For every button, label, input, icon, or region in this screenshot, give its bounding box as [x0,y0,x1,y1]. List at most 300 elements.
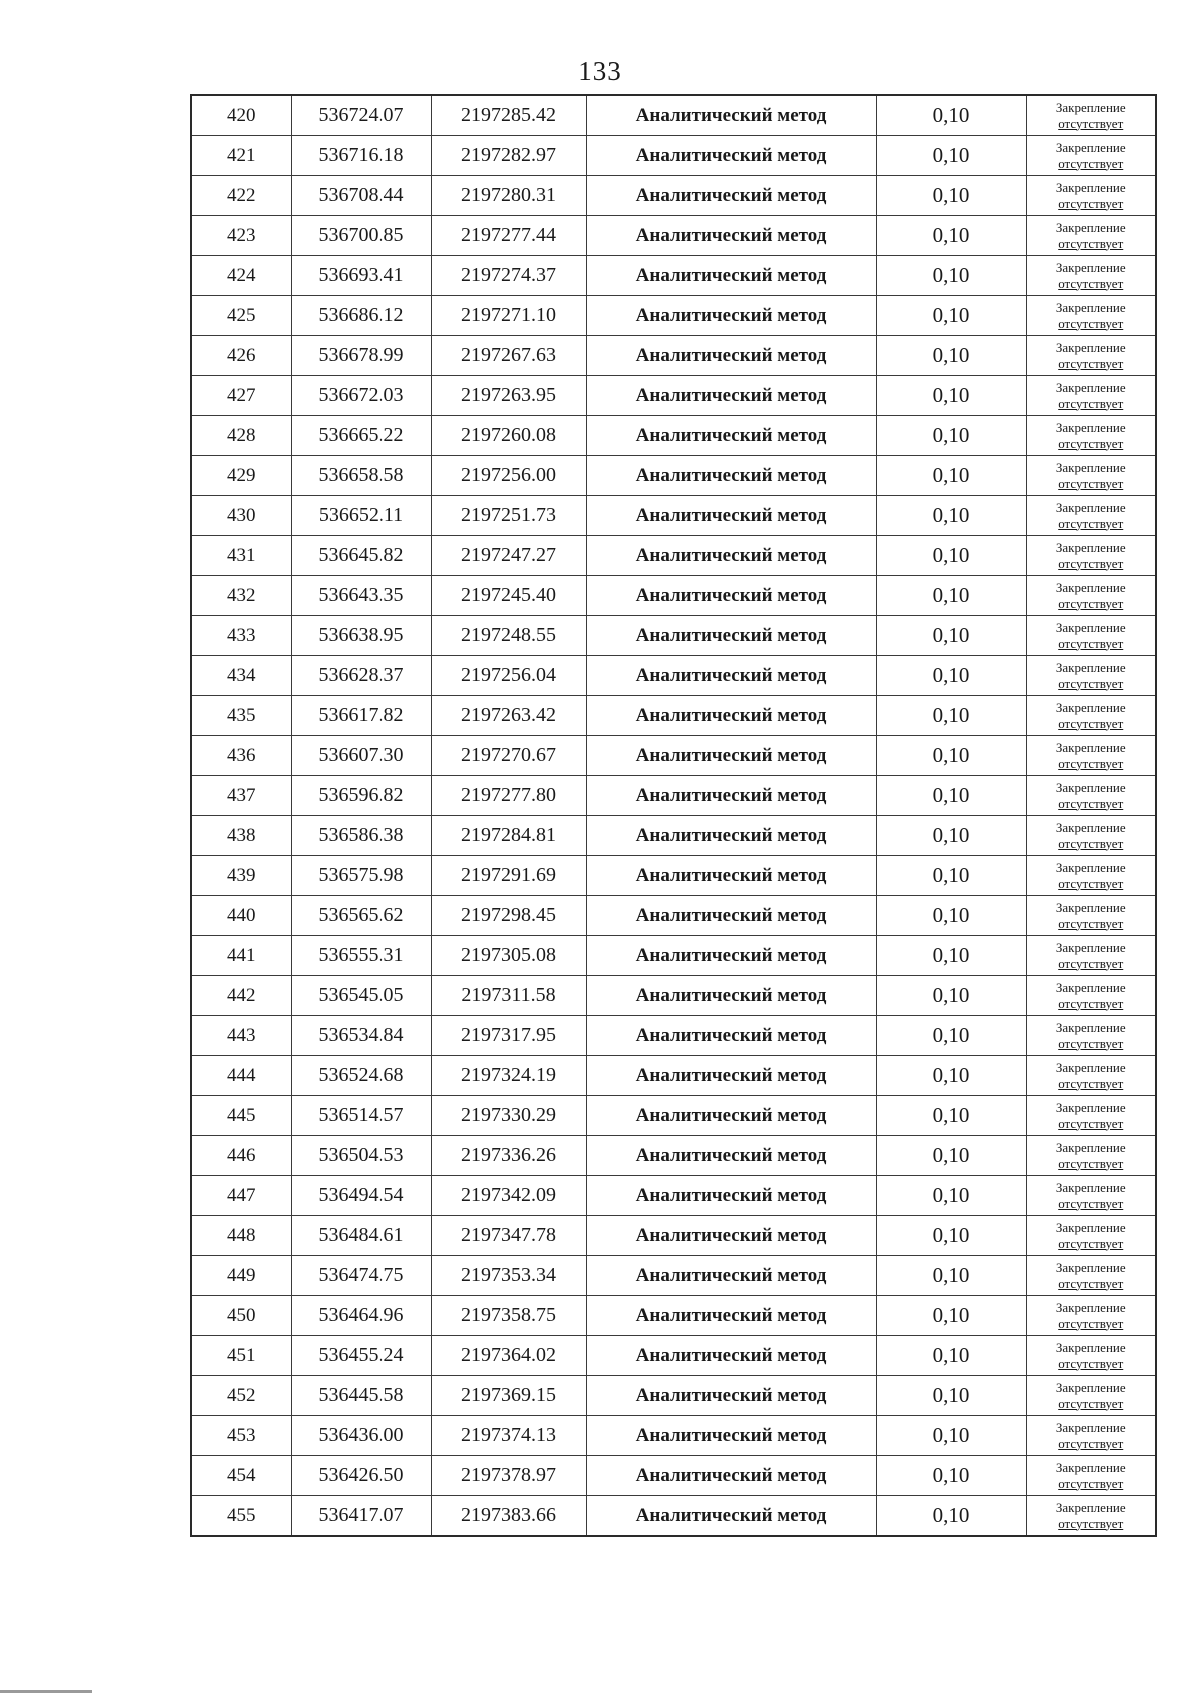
x-coordinate-cell: 536652.11 [291,496,431,536]
table-row [191,456,1156,496]
method-cell: Аналитический метод [586,776,876,816]
table-row [191,496,1156,536]
y-coordinate-cell: 2197256.00 [431,456,586,496]
fixing-text: отсутствует [1058,915,1124,931]
fixing-text: Закрепление [1055,1219,1126,1235]
fixing-text: Закрепление [1055,1499,1126,1515]
fixing-cell [1026,736,1156,776]
accuracy-cell: 0,10 [876,816,1026,856]
accuracy-cell: 0,10 [876,136,1026,176]
table-row [191,896,1156,936]
y-coordinate-cell: 2197271.10 [431,296,586,336]
fixing-text: Закрепление [1055,739,1126,755]
method-cell: Аналитический метод [586,1456,876,1496]
fixing-text: Закрепление [1055,99,1126,115]
fixing-text: отсутствует [1058,475,1124,491]
point-number-cell: 428 [191,416,291,456]
fixing-text: отсутствует [1058,435,1124,451]
x-coordinate-cell: 536455.24 [291,1336,431,1376]
fixing-text: Закрепление [1055,779,1126,795]
method-cell: Аналитический метод [586,296,876,336]
fixing-text: Закрепление [1055,699,1126,715]
table-row [191,216,1156,256]
method-cell: Аналитический метод [586,1256,876,1296]
fixing-cell [1026,1296,1156,1336]
method-cell: Аналитический метод [586,576,876,616]
fixing-text: Закрепление [1055,1139,1126,1155]
x-coordinate-cell: 536575.98 [291,856,431,896]
method-cell: Аналитический метод [586,336,876,376]
x-coordinate-cell: 536724.07 [291,95,431,136]
accuracy-cell: 0,10 [876,416,1026,456]
fixing-text: Закрепление [1055,1339,1126,1355]
method-cell: Аналитический метод [586,736,876,776]
y-coordinate-cell: 2197317.95 [431,1016,586,1056]
fixing-text: отсутствует [1058,1355,1124,1371]
table-row [191,296,1156,336]
table-row [191,816,1156,856]
accuracy-cell: 0,10 [876,176,1026,216]
accuracy-cell: 0,10 [876,736,1026,776]
fixing-cell [1026,536,1156,576]
fixing-text: Закрепление [1055,939,1126,955]
method-cell: Аналитический метод [586,816,876,856]
y-coordinate-cell: 2197369.15 [431,1376,586,1416]
table-row [191,1216,1156,1256]
accuracy-cell: 0,10 [876,1296,1026,1336]
y-coordinate-cell: 2197285.42 [431,95,586,136]
fixing-cell [1026,176,1156,216]
fixing-cell [1026,1376,1156,1416]
x-coordinate-cell: 536426.50 [291,1456,431,1496]
accuracy-cell: 0,10 [876,576,1026,616]
y-coordinate-cell: 2197324.19 [431,1056,586,1096]
point-number-cell: 422 [191,176,291,216]
fixing-cell [1026,376,1156,416]
x-coordinate-cell: 536700.85 [291,216,431,256]
table-row [191,336,1156,376]
fixing-text: отсутствует [1058,315,1124,331]
accuracy-cell: 0,10 [876,1496,1026,1537]
y-coordinate-cell: 2197358.75 [431,1296,586,1336]
fixing-text: отсутствует [1058,195,1124,211]
table-row [191,1456,1156,1496]
point-number-cell: 436 [191,736,291,776]
table-row [191,136,1156,176]
fixing-text: отсутствует [1058,1035,1124,1051]
table-row [191,416,1156,456]
table-row [191,1496,1156,1537]
x-coordinate-cell: 536565.62 [291,896,431,936]
x-coordinate-cell: 536658.58 [291,456,431,496]
y-coordinate-cell: 2197336.26 [431,1136,586,1176]
y-coordinate-cell: 2197298.45 [431,896,586,936]
table-row [191,1056,1156,1096]
accuracy-cell: 0,10 [876,376,1026,416]
accuracy-cell: 0,10 [876,1376,1026,1416]
method-cell: Аналитический метод [586,696,876,736]
fixing-text: отсутствует [1058,1235,1124,1251]
table-row [191,256,1156,296]
x-coordinate-cell: 536545.05 [291,976,431,1016]
table-row [191,1416,1156,1456]
x-coordinate-cell: 536638.95 [291,616,431,656]
fixing-text: отсутствует [1058,115,1124,131]
fixing-text: отсутствует [1058,555,1124,571]
fixing-text: отсутствует [1058,1155,1124,1171]
table-row [191,576,1156,616]
method-cell: Аналитический метод [586,176,876,216]
method-cell: Аналитический метод [586,256,876,296]
method-cell: Аналитический метод [586,616,876,656]
x-coordinate-cell: 536617.82 [291,696,431,736]
accuracy-cell: 0,10 [876,1216,1026,1256]
fixing-cell [1026,576,1156,616]
point-number-cell: 424 [191,256,291,296]
method-cell: Аналитический метод [586,216,876,256]
fixing-cell [1026,1016,1156,1056]
fixing-cell [1026,336,1156,376]
accuracy-cell: 0,10 [876,256,1026,296]
fixing-text: отсутствует [1058,395,1124,411]
point-number-cell: 454 [191,1456,291,1496]
method-cell: Аналитический метод [586,896,876,936]
point-number-cell: 442 [191,976,291,1016]
x-coordinate-cell: 536436.00 [291,1416,431,1456]
x-coordinate-cell: 536643.35 [291,576,431,616]
method-cell: Аналитический метод [586,1336,876,1376]
fixing-text: Закрепление [1055,979,1126,995]
accuracy-cell: 0,10 [876,1176,1026,1216]
accuracy-cell: 0,10 [876,1416,1026,1456]
fixing-text: отсутствует [1058,155,1124,171]
accuracy-cell: 0,10 [876,936,1026,976]
accuracy-cell: 0,10 [876,1096,1026,1136]
method-cell: Аналитический метод [586,856,876,896]
x-coordinate-cell: 536678.99 [291,336,431,376]
table-row [191,1136,1156,1176]
fixing-text: отсутствует [1058,955,1124,971]
point-number-cell: 432 [191,576,291,616]
x-coordinate-cell: 536504.53 [291,1136,431,1176]
fixing-text: отсутствует [1058,755,1124,771]
method-cell: Аналитический метод [586,456,876,496]
y-coordinate-cell: 2197342.09 [431,1176,586,1216]
y-coordinate-cell: 2197267.63 [431,336,586,376]
y-coordinate-cell: 2197305.08 [431,936,586,976]
point-number-cell: 451 [191,1336,291,1376]
x-coordinate-cell: 536494.54 [291,1176,431,1216]
table-row [191,536,1156,576]
x-coordinate-cell: 536586.38 [291,816,431,856]
point-number-cell: 455 [191,1496,291,1537]
accuracy-cell: 0,10 [876,216,1026,256]
y-coordinate-cell: 2197263.42 [431,696,586,736]
fixing-text: Закрепление [1055,299,1126,315]
point-number-cell: 441 [191,936,291,976]
fixing-cell [1026,1336,1156,1376]
x-coordinate-cell: 536596.82 [291,776,431,816]
fixing-text: Закрепление [1055,499,1126,515]
fixing-text: отсутствует [1058,635,1124,651]
fixing-text: отсутствует [1058,1115,1124,1131]
point-number-cell: 450 [191,1296,291,1336]
accuracy-cell: 0,10 [876,1136,1026,1176]
y-coordinate-cell: 2197284.81 [431,816,586,856]
point-number-cell: 437 [191,776,291,816]
point-number-cell: 447 [191,1176,291,1216]
accuracy-cell: 0,10 [876,536,1026,576]
table-row [191,1176,1156,1216]
accuracy-cell: 0,10 [876,1256,1026,1296]
method-cell: Аналитический метод [586,136,876,176]
accuracy-cell: 0,10 [876,336,1026,376]
table-row [191,176,1156,216]
method-cell: Аналитический метод [586,536,876,576]
method-cell: Аналитический метод [586,1136,876,1176]
fixing-text: отсутствует [1058,275,1124,291]
fixing-cell [1026,1056,1156,1096]
fixing-text: Закрепление [1055,459,1126,475]
accuracy-cell: 0,10 [876,1336,1026,1376]
fixing-text: отсутствует [1058,1515,1124,1531]
y-coordinate-cell: 2197282.97 [431,136,586,176]
x-coordinate-cell: 536645.82 [291,536,431,576]
table-body [191,95,1156,1536]
x-coordinate-cell: 536445.58 [291,1376,431,1416]
scan-edge-mark [0,1690,92,1693]
fixing-text: отсутствует [1058,515,1124,531]
method-cell: Аналитический метод [586,1056,876,1096]
table-row [191,1096,1156,1136]
x-coordinate-cell: 536514.57 [291,1096,431,1136]
fixing-cell [1026,656,1156,696]
point-number-cell: 420 [191,95,291,136]
fixing-cell [1026,216,1156,256]
method-cell: Аналитический метод [586,1376,876,1416]
table-row [191,1256,1156,1296]
y-coordinate-cell: 2197291.69 [431,856,586,896]
x-coordinate-cell: 536665.22 [291,416,431,456]
fixing-cell [1026,136,1156,176]
accuracy-cell: 0,10 [876,976,1026,1016]
y-coordinate-cell: 2197247.27 [431,536,586,576]
accuracy-cell: 0,10 [876,856,1026,896]
fixing-text: Закрепление [1055,339,1126,355]
accuracy-cell: 0,10 [876,696,1026,736]
accuracy-cell: 0,10 [876,656,1026,696]
accuracy-cell: 0,10 [876,1456,1026,1496]
x-coordinate-cell: 536686.12 [291,296,431,336]
table-row [191,616,1156,656]
fixing-text: Закрепление [1055,419,1126,435]
fixing-cell [1026,936,1156,976]
y-coordinate-cell: 2197274.37 [431,256,586,296]
coordinates-table [190,94,1157,1537]
y-coordinate-cell: 2197311.58 [431,976,586,1016]
accuracy-cell: 0,10 [876,496,1026,536]
fixing-text: отсутствует [1058,835,1124,851]
table-row [191,936,1156,976]
fixing-text: отсутствует [1058,1195,1124,1211]
fixing-cell [1026,256,1156,296]
y-coordinate-cell: 2197374.13 [431,1416,586,1456]
y-coordinate-cell: 2197280.31 [431,176,586,216]
table-row [191,1296,1156,1336]
accuracy-cell: 0,10 [876,296,1026,336]
fixing-text: Закрепление [1055,259,1126,275]
fixing-text: Закрепление [1055,659,1126,675]
point-number-cell: 423 [191,216,291,256]
fixing-text: Закрепление [1055,1059,1126,1075]
x-coordinate-cell: 536693.41 [291,256,431,296]
fixing-cell [1026,1496,1156,1537]
fixing-text: Закрепление [1055,179,1126,195]
point-number-cell: 446 [191,1136,291,1176]
fixing-text: Закрепление [1055,619,1126,635]
point-number-cell: 448 [191,1216,291,1256]
fixing-cell [1026,896,1156,936]
fixing-text: Закрепление [1055,139,1126,155]
fixing-text: Закрепление [1055,1179,1126,1195]
fixing-cell [1026,616,1156,656]
method-cell: Аналитический метод [586,1496,876,1537]
fixing-cell [1026,496,1156,536]
table-row [191,1016,1156,1056]
fixing-text: Закрепление [1055,819,1126,835]
method-cell: Аналитический метод [586,1216,876,1256]
table-row [191,656,1156,696]
y-coordinate-cell: 2197383.66 [431,1496,586,1537]
fixing-text: Закрепление [1055,1099,1126,1115]
x-coordinate-cell: 536555.31 [291,936,431,976]
fixing-text: отсутствует [1058,595,1124,611]
method-cell: Аналитический метод [586,496,876,536]
accuracy-cell: 0,10 [876,456,1026,496]
point-number-cell: 439 [191,856,291,896]
point-number-cell: 431 [191,536,291,576]
y-coordinate-cell: 2197378.97 [431,1456,586,1496]
point-number-cell: 427 [191,376,291,416]
x-coordinate-cell: 536474.75 [291,1256,431,1296]
fixing-cell [1026,976,1156,1016]
fixing-cell [1026,816,1156,856]
method-cell: Аналитический метод [586,1176,876,1216]
x-coordinate-cell: 536628.37 [291,656,431,696]
y-coordinate-cell: 2197251.73 [431,496,586,536]
fixing-text: отсутствует [1058,795,1124,811]
table-row [191,776,1156,816]
x-coordinate-cell: 536524.68 [291,1056,431,1096]
fixing-text: Закрепление [1055,1419,1126,1435]
point-number-cell: 433 [191,616,291,656]
table-row [191,736,1156,776]
fixing-text: отсутствует [1058,355,1124,371]
table-row [191,696,1156,736]
point-number-cell: 430 [191,496,291,536]
fixing-cell [1026,856,1156,896]
fixing-text: отсутствует [1058,1075,1124,1091]
method-cell: Аналитический метод [586,376,876,416]
x-coordinate-cell: 536534.84 [291,1016,431,1056]
fixing-cell [1026,1216,1156,1256]
x-coordinate-cell: 536708.44 [291,176,431,216]
point-number-cell: 444 [191,1056,291,1096]
point-number-cell: 443 [191,1016,291,1056]
y-coordinate-cell: 2197260.08 [431,416,586,456]
x-coordinate-cell: 536464.96 [291,1296,431,1336]
point-number-cell: 452 [191,1376,291,1416]
method-cell: Аналитический метод [586,416,876,456]
fixing-text: отсутствует [1058,675,1124,691]
accuracy-cell: 0,10 [876,616,1026,656]
point-number-cell: 438 [191,816,291,856]
accuracy-cell: 0,10 [876,896,1026,936]
fixing-text: Закрепление [1055,379,1126,395]
table-row [191,976,1156,1016]
method-cell: Аналитический метод [586,1016,876,1056]
x-coordinate-cell: 536672.03 [291,376,431,416]
point-number-cell: 421 [191,136,291,176]
table-row [191,95,1156,136]
y-coordinate-cell: 2197364.02 [431,1336,586,1376]
y-coordinate-cell: 2197270.67 [431,736,586,776]
fixing-cell [1026,1416,1156,1456]
fixing-text: Закрепление [1055,859,1126,875]
x-coordinate-cell: 536417.07 [291,1496,431,1537]
fixing-cell [1026,1136,1156,1176]
point-number-cell: 440 [191,896,291,936]
y-coordinate-cell: 2197256.04 [431,656,586,696]
fixing-cell [1026,296,1156,336]
x-coordinate-cell: 536607.30 [291,736,431,776]
method-cell: Аналитический метод [586,1096,876,1136]
page-number: 133 [578,56,622,86]
method-cell: Аналитический метод [586,1296,876,1336]
fixing-text: отсутствует [1058,875,1124,891]
point-number-cell: 449 [191,1256,291,1296]
fixing-text: отсутствует [1058,1475,1124,1491]
table-row [191,1336,1156,1376]
method-cell: Аналитический метод [586,656,876,696]
table-row [191,1376,1156,1416]
accuracy-cell: 0,10 [876,95,1026,136]
fixing-cell [1026,1456,1156,1496]
fixing-text: отсутствует [1058,1275,1124,1291]
y-coordinate-cell: 2197248.55 [431,616,586,656]
point-number-cell: 429 [191,456,291,496]
accuracy-cell: 0,10 [876,1056,1026,1096]
y-coordinate-cell: 2197347.78 [431,1216,586,1256]
y-coordinate-cell: 2197353.34 [431,1256,586,1296]
point-number-cell: 425 [191,296,291,336]
fixing-text: Закрепление [1055,1379,1126,1395]
fixing-text: Закрепление [1055,579,1126,595]
point-number-cell: 435 [191,696,291,736]
fixing-text: Закрепление [1055,1019,1126,1035]
fixing-cell [1026,696,1156,736]
fixing-text: отсутствует [1058,1395,1124,1411]
fixing-cell [1026,1256,1156,1296]
x-coordinate-cell: 536716.18 [291,136,431,176]
y-coordinate-cell: 2197245.40 [431,576,586,616]
point-number-cell: 445 [191,1096,291,1136]
y-coordinate-cell: 2197263.95 [431,376,586,416]
fixing-cell [1026,416,1156,456]
x-coordinate-cell: 536484.61 [291,1216,431,1256]
method-cell: Аналитический метод [586,1416,876,1456]
table-row [191,856,1156,896]
